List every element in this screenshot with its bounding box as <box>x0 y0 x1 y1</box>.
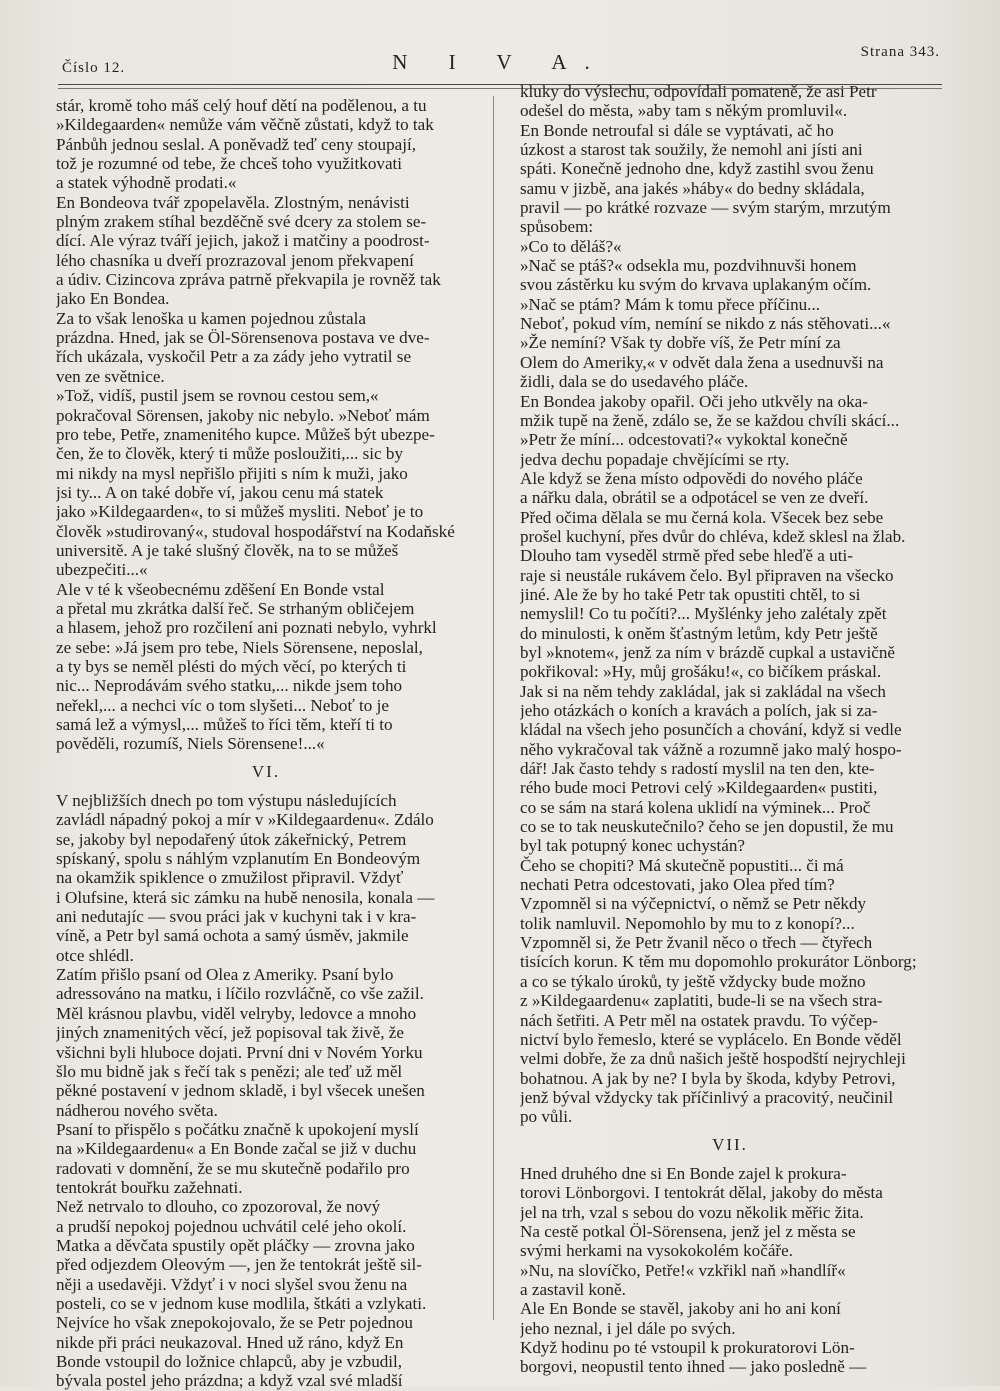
text-line: jiné. Ale že by ho také Petr tak opustiti chtěl, to si <box>520 584 861 604</box>
text-line: Než netrvalo to dlouho, co zpozoroval, že nový <box>56 1197 381 1217</box>
text-line: Vzpomněl si, že Petr žvanil něco o třech — čtyřech <box>520 933 873 953</box>
text-line: byl tak potupný konec uchystán? <box>520 836 746 856</box>
text-line: Před očima dělala se mu černá kola. Všecek bez sebe <box>520 507 884 527</box>
text-line: En Bondea jakoby opařil. Oči jeho utkvěly na oka- <box>520 391 868 411</box>
text-line: spískaný, spolu s náhlým vzplanutím En Bondeovým <box>56 849 421 869</box>
text-line: zavládl nápadný pokoj a mír v »Kildegaardenu«. Zdálo <box>56 810 434 830</box>
text-line: pěkné postavení v jednom skladě, i byl všecek unešen <box>56 1081 425 1101</box>
text-line: tentokrát bouřku zažehnati. <box>56 1177 243 1197</box>
text-line: bohatnou. A jak by ne? I byla by škoda, kdyby Petrovi, <box>520 1068 896 1088</box>
text-line: Ale když se žena místo odpovědi do nového pláče <box>520 468 863 488</box>
text-line: jel na trh, vzal s sebou do vozu několik měřic žita. <box>520 1202 864 1222</box>
text-line: jeho otázkách o koních a kravách a polích, jak si za- <box>520 701 878 720</box>
text-line: Psaní to přispělo s počátku značně k upokojení myslí <box>56 1119 419 1139</box>
text-line: jeho neznal, i jel dále po svých. <box>520 1318 736 1338</box>
journal-title: N I V A. <box>392 50 608 74</box>
text-line: na okamžik spiklence o zmužilost připravil. Vždyť <box>56 868 404 888</box>
text-line: bývala postel jeho prázdna; a když vzal své mladší <box>56 1371 403 1391</box>
text-line: z »Kildegaardenu« zaplatiti, bude-li se na všech stra- <box>520 991 883 1011</box>
text-line: člověk »studirovaný«, studoval hospodářství na Kodaňské <box>56 521 455 541</box>
right-column <box>520 82 940 1377</box>
text-line: »Kildegaarden« nemůže vám věčně zůstati, když to tak <box>56 115 434 135</box>
text-line: En Bonde netroufal si dále se vyptávati, ač ho <box>520 120 834 140</box>
text-line: Čeho se chopiti? Má skutečně popustiti... či má <box>520 855 844 875</box>
text-line: Ale En Bonde se stavěl, jakoby ani ho ani koní <box>520 1299 841 1319</box>
text-line: samá lež a výmysl,... můžeš to říci těm, kteří ti to <box>56 715 393 734</box>
text-line: »Že nemíní? Však ty dobře víš, že Petr míní za <box>520 333 841 353</box>
text-line: a ty bys se neměl plésti do mých věcí, po kterých ti <box>56 656 407 676</box>
text-line: jedva dechu popadaje chvějícími se rty. <box>520 449 790 469</box>
text-line: nádherou nového světa. <box>56 1100 218 1120</box>
text-line: Za to však lenoška u kamen pojednou zůstala <box>56 308 366 328</box>
text-line: plným zrakem stíhal bezděčně své dcery za stolem se- <box>56 212 427 232</box>
text-line: odešel do města, »aby tam s někým promluvil«. <box>520 101 848 121</box>
text-line: neřekl,... a nechci víc o tom slyšeti... Neboť to je <box>56 695 389 715</box>
text-line: V nejbližších dnech po tom výstupu následujících <box>56 791 397 811</box>
text-line: a statek výhodně prodati.« <box>56 173 237 193</box>
text-line: raje si neustále rukávem čelo. Byl připraven na všecko <box>520 565 894 585</box>
text-line: pravil — po krátké rozvaze — svým starým, mrzutým <box>520 198 891 218</box>
text-line: prošel kuchyní, přes dvůr do chléva, kdež sklesl na žlab. <box>520 526 906 546</box>
text-line: velmi dobře, že za dnů našich ještě hospodští nejrychleji <box>520 1049 906 1069</box>
text-line: otce shlédl. <box>56 945 134 965</box>
text-line: nechati Petra odcestovati, jako Olea před tím? <box>520 875 835 895</box>
text-line: pokračoval Sörensen, jakoby nic nebylo. »Neboť mám <box>56 405 430 425</box>
page-number: Strana 343. <box>860 44 940 60</box>
text-line: rého bude moci Petrovi celý »Kildegaarden« pustiti, <box>520 778 878 798</box>
text-line: Vzpomněl si na výčepnictví, o němž se Petr někdy <box>520 894 867 914</box>
text-line: dící. Ale výraz tváří jejich, jakož i matčiny a poodrost- <box>56 231 430 251</box>
text-line: torovi Lönborgovi. I tentokrát dělal, jakoby do města <box>520 1183 883 1203</box>
text-line: i Olufsine, která sic zámku na hubě nenosila, konala — <box>56 887 435 907</box>
text-line: se, jakoby byl nepodařený útok zákeřnický, Petrem <box>56 829 407 849</box>
text-line: a údiv. Cizincova zpráva patrně překvapila je rovněž tak <box>56 270 441 290</box>
section-heading: VI. <box>251 761 281 781</box>
text-line: všichni byli hluboce dojati. První dni v Novém Yorku <box>56 1042 423 1062</box>
text-line: a prudší nepokoj pojednou uchvátil celé jeho okolí. <box>56 1216 407 1236</box>
text-line: šlo mu bidně jak s řečí tak s penězi; ale teď už měl <box>56 1061 403 1081</box>
text-line: nikde při práci neukazoval. Hned už ráno, když En <box>56 1332 404 1352</box>
text-line: samu v jizbě, ana jakés »háby« do bedny skládala, <box>520 178 865 198</box>
text-line: na »Kildegaardenu« a En Bonde začal se již v duchu <box>56 1139 417 1159</box>
text-line: byl »knotem«, jenž za ním v brázdě cupkal a ustavičně <box>520 642 895 662</box>
text-line: spůsobem: <box>520 217 594 237</box>
text-line: něho vykračoval tak vážně a rozumně jako malý hospo- <box>520 739 902 759</box>
text-line: posteli, co se v jednom kuse modlila, štkáti a vzlykati. <box>56 1293 427 1313</box>
text-line: »Nač se ptáš?« odsekla mu, pozdvihnuvši honem <box>520 256 857 276</box>
text-line: nemyslil! Co tu počíti?... Myšlénky jeho zalétaly zpět <box>520 604 887 624</box>
text-line: pro tebe, Petře, znamenitého kupce. Můžeš být ubezpe- <box>56 424 435 444</box>
text-line: borgovi, neopustil tento ihned — jako posledně — <box>520 1357 867 1377</box>
page-header <box>60 44 940 84</box>
text-line: mi nikdy na mysl nepřišlo přijiti s ním k muži, jako <box>56 463 408 483</box>
text-line: Měl krásnou plavbu, viděl velryby, ledovce a mnoho <box>56 1003 417 1023</box>
text-line: universitě. A je také slušný člověk, na to se můžeš <box>56 540 399 560</box>
text-line: svými herkami na vysokokolém kočáře. <box>520 1241 793 1261</box>
text-line: kluky do výslechu, odpovídali pomateně, že asi Petr <box>520 82 877 101</box>
text-line: úzkost a starost tak soužily, že nemohl ani jísti ani <box>520 140 863 160</box>
text-line: a nářku dala, obrátil se a odpotácel se ven ze dveří. <box>520 488 869 508</box>
text-line: židli, dala se do usedavého pláče. <box>520 372 749 392</box>
text-line: nách šetřiti. A Petr měl na ostatek pravdu. To výčep- <box>520 1010 878 1030</box>
text-line: čen, že to člověk, který ti může posloužiti,... sic by <box>56 444 403 464</box>
text-line: »Petr že míní... odcestovati?« vykoktal konečně <box>520 430 848 450</box>
text-line: Neboť, pokud vím, nemíní se nikdo z nás stěhovati...« <box>520 314 891 334</box>
text-line: pokřikoval: »Hy, můj grošáku!«, co bičíkem práskal. <box>520 662 882 682</box>
text-line: Bonde vstoupil do ložnice chlapců, aby je vzbudil, <box>56 1352 403 1371</box>
text-line: nic... Neprodávám svého statku,... nikde jsem toho <box>56 676 403 696</box>
text-line: ani nedutajíc — svou práci jak v kuchyni tak i v kra- <box>56 907 417 927</box>
text-line: svou zástěrku ku svým do krvava uplakaným očím. <box>520 275 872 295</box>
text-line: Hned druhého dne si En Bonde zajel k prokura- <box>520 1163 847 1183</box>
text-line: Ale v té k všeobecnému zděšení En Bonde vstal <box>56 579 385 599</box>
text-line: »Tož, vidíš, pustil jsem se rovnou cestou sem,« <box>56 386 379 406</box>
text-line: a zastavil koně. <box>520 1279 626 1299</box>
issue-number: Číslo 12. <box>62 60 126 76</box>
text-line: prázdna. Hned, jak se Öl-Sörensenova postava ve dve- <box>56 328 430 348</box>
text-line: nictví bylo řemeslo, které se vyplácelo. En Bonde věděl <box>520 1029 902 1049</box>
text-line: jiných znamenitých věcí, jež popisoval tak živě, že <box>56 1023 404 1043</box>
text-line: co se sám na stará kolena uklidí na výminek... Proč <box>520 797 871 817</box>
text-line: »Nu, na slovíčko, Petře!« vzkřikl naň »handlíř« <box>520 1260 846 1280</box>
text-line: adressováno na matku, i líčilo rozvláčně, co vše zažil. <box>56 984 424 1004</box>
text-line: Nejvíce ho však znepokojovalo, že se Petr pojednou <box>56 1313 413 1333</box>
text-line: ubezpečiti...« <box>56 560 148 580</box>
text-line: jenž býval vždycky tak příčinlivý a pracovitý, neučinil <box>520 1087 894 1107</box>
section-heading: VII. <box>712 1134 748 1154</box>
text-line: Na cestě potkal Öl-Sörensena, jenž jel z města se <box>520 1221 856 1241</box>
left-column <box>56 96 476 1391</box>
text-line: co se to tak neuskutečnilo? čeho se jen dopustil, že mu <box>520 817 894 837</box>
text-line: dář! Jak často tehdy s radostí myslil na ten den, kte- <box>520 759 875 779</box>
text-line: radovati v domnění, že se mu skutečně podařilo pro <box>56 1158 410 1178</box>
text-line: něji a usedavěji. Vždyť i v noci slyšel svou ženu na <box>56 1274 408 1294</box>
text-line: a hlasem, jehož pro rozčilení ani poznati nebylo, vyhrkl <box>56 618 437 638</box>
text-line: ze sebe: »Já jsem pro tebe, Niels Sörensene, neposlal, <box>56 637 423 657</box>
text-line: mžik tupě na ženě, zdálo se, že se každou chvíli skácí... <box>520 410 900 430</box>
text-line: kládal na všech jeho posunčích a chování, když si vedle <box>520 720 902 740</box>
text-line: tisících korun. K těm mu dopomohlo prokurátor Lönborg; <box>520 952 917 972</box>
text-line: tolik namluvil. Nepomohlo by mu to z konopí?... <box>520 913 855 933</box>
text-line: pověděli, rozumíš, Niels Sörensene!...« <box>56 734 325 754</box>
text-line: Olem do Ameriky,« v odvět dala žena a usednuvši na <box>520 352 884 372</box>
text-line: En Bondeova tvář zpopelavěla. Zlostným, nenávisti <box>56 192 410 212</box>
text-line: a co se týkalo úroků, ty ještě vždycky bude možno <box>520 971 866 991</box>
text-line: Matka a děvčata spustily opět pláčky — zrovna jako <box>56 1235 415 1255</box>
text-line: jako »Kildegaarden«, to si můžeš mysliti. Neboť je to <box>56 502 424 522</box>
text-line: do minulosti, k oněm šťastným letům, kdy Petr ještě <box>520 623 878 643</box>
text-line: spáti. Konečně jednoho dne, když zastihl svou ženu <box>520 159 874 179</box>
text-line: jako En Bondea. <box>56 289 170 309</box>
text-line: jsi ty... A on také dobře ví, jakou cenu má statek <box>56 482 384 502</box>
text-line: Když hodinu po té vstoupil k prokuratorovi Lön- <box>520 1338 855 1357</box>
text-line: tož je rozumné od tebe, že chceš toho využitkovati <box>56 154 403 174</box>
text-line: před odjezdem Oleovým —, jen že tentokrát ještě sil- <box>56 1255 422 1275</box>
text-line: stár, kromě toho máš celý houf dětí na podělenou, a tu <box>56 96 427 115</box>
text-line: Zatím přišlo psaní od Olea z Ameriky. Psaní bylo <box>56 965 394 985</box>
text-line: po vůli. <box>520 1107 573 1127</box>
text-line: Pánbůh jednou seslal. A poněvadž teď ceny stoupají, <box>56 134 416 154</box>
text-line: a přetal mu zkrátka další řeč. Se strhaným obličejem <box>56 598 415 618</box>
text-line: »Co to děláš?« <box>520 236 622 256</box>
text-line: víně, a Petr byl samá ochota a samý úsměv, jakmile <box>56 926 409 946</box>
text-line: Dlouho tam vyseděl strmě před sebe hleďě a uti- <box>520 546 853 566</box>
text-line: lého chasníka u dveří prozrazoval jenom překvapení <box>56 250 414 270</box>
text-line: řích ukázala, vyskočil Petr a za zády jeho vytratil se <box>56 347 412 367</box>
text-line: »Nač se ptám? Mám k tomu přece příčinu... <box>520 294 820 314</box>
text-line: ven ze světnice. <box>56 366 165 386</box>
column-divider <box>493 96 494 1320</box>
text-line: Jak si na něm tehdy zakládal, jak si zakládal na všech <box>520 681 886 701</box>
